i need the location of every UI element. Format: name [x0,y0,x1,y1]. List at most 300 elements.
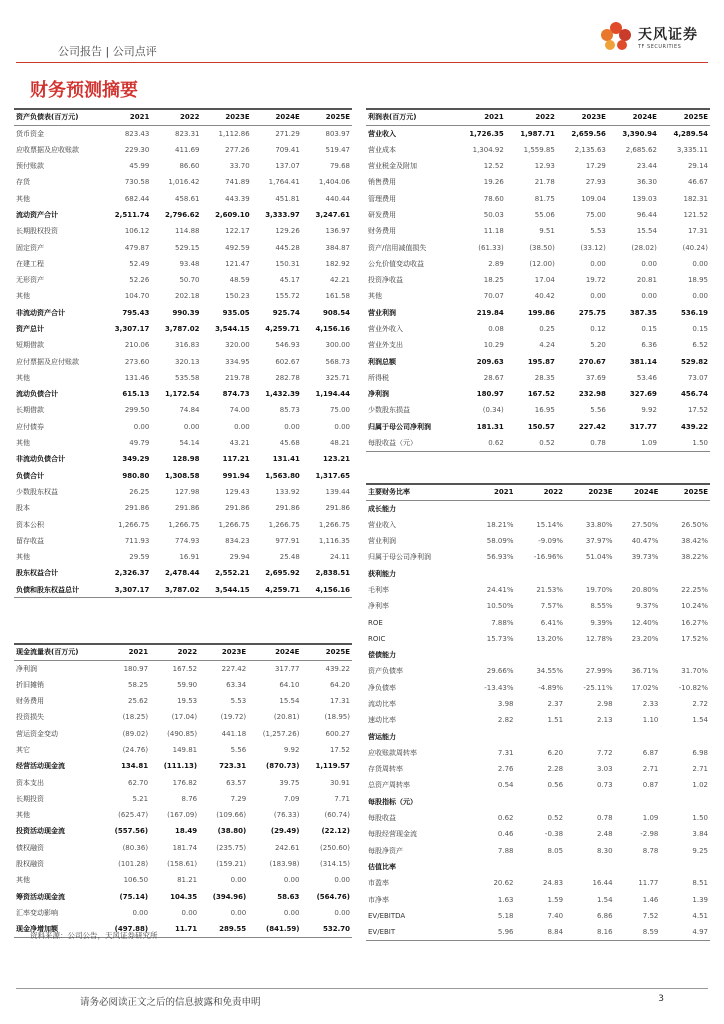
cell-value: 529.82 [680,357,708,366]
cell-value: 3.84 [692,830,708,839]
row-label: 汇率变动影响 [16,908,58,917]
cell-value: 8.59 [615,924,661,940]
cell-value: 27.50% [631,520,659,529]
cell-value [565,500,615,516]
table-row [14,125,352,141]
cell-value: 18.21% [486,520,514,529]
cell-value: 121.47 [225,259,250,268]
cell-value: 456.74 [680,390,708,399]
cell-value: 2,796.62 [164,210,200,219]
cell-value: 29.66% [486,667,514,676]
cell-value: 2.28 [547,765,564,774]
cell-value: 2.37 [547,700,564,708]
cell-value: 1,194.44 [315,390,350,399]
year-header: 2022 [506,109,557,125]
cell-value: 381.14 [629,357,657,366]
cell-value [466,859,516,875]
table-row [14,337,352,353]
row-label: 固定资产 [16,243,44,252]
cell-value: 1,116.35 [318,536,350,545]
table-row [366,239,710,255]
cell-value [516,794,566,810]
cell-value: 51.04% [585,553,613,562]
cell-value: 26.50% [681,520,708,529]
cell-value: 823.31 [175,129,200,138]
cell-value: 45.99 [129,162,150,171]
cell-value: (111.13) [163,762,198,771]
table-row [14,353,352,369]
cell-value: 2.76 [497,765,514,774]
table-row [366,582,710,598]
row-label: 应收账款周转率 [368,748,417,757]
cell-value: (33.12) [580,243,606,252]
cell-value: 49.79 [129,439,150,448]
cell-value: (250.60) [320,843,350,852]
cell-value: 17.52 [329,745,350,754]
table-row [366,272,710,288]
table-row [366,337,710,353]
year-header: 2023E [557,109,608,125]
cell-value [660,647,710,663]
cell-value: 0.00 [641,259,657,268]
cell-value: 8.84 [516,924,566,940]
cell-value: (841.59) [248,921,301,937]
cell-value: 8.51 [692,879,708,888]
row-label: 财务费用 [368,227,396,236]
table-row [366,549,710,565]
table-row [14,725,352,741]
cell-value: 0.73 [597,781,613,790]
cell-value: 45.17 [279,276,300,285]
cell-value: 2.71 [692,765,708,774]
table-row [366,680,710,696]
logo-flower-icon [598,20,634,54]
table-row [14,321,352,337]
table-row [366,256,710,272]
cell-value: (870.73) [266,762,300,771]
cell-value: 8.78 [642,846,659,855]
cell-value: 55.06 [534,210,555,219]
table-row [366,223,710,239]
cell-value: 5.53 [590,227,606,236]
cell-value: 439.22 [680,422,708,431]
cell-value: 202.18 [175,292,200,301]
cell-value [660,500,710,516]
cell-value: 40.47% [631,537,659,546]
cell-value: 19.53 [177,697,198,706]
table-header-row [366,109,710,125]
table-row [14,709,352,725]
cell-value: 291.86 [325,504,350,513]
cell-value: 440.44 [325,194,350,203]
cell-value: 149.81 [172,745,198,754]
cell-value: 5.56 [230,745,247,754]
cell-value [565,859,615,875]
cell-value: 136.97 [325,227,350,236]
row-label: 营业外支出 [368,341,403,350]
cell-value: 977.91 [275,536,300,545]
cell-value: (18.25) [122,713,149,722]
row-label: 资本支出 [16,778,44,787]
cell-value: 2,695.92 [265,569,300,578]
cell-value: 535.58 [175,373,200,382]
cell-value: 774.93 [175,536,200,545]
row-label: ROIC [368,634,386,643]
cell-value: 1.10 [642,716,659,725]
cell-value: 0.87 [642,781,659,790]
row-label: EV/EBIT [366,924,466,940]
cell-value [516,647,566,663]
cell-value: 275.75 [578,308,606,317]
cell-value: 4,259.71 [265,325,300,333]
cell-value: 176.82 [172,778,198,787]
cell-value: 3,307.17 [101,582,151,598]
row-label: 归属于母公司净利润 [368,553,431,562]
table-row [14,239,352,255]
cell-value [615,859,661,875]
cell-value: 568.73 [325,357,350,366]
table-row [14,660,352,676]
table-row [14,451,352,467]
cell-value: 1,563.80 [265,471,300,480]
cell-value: 334.95 [225,357,250,366]
cell-value: (60.74) [324,811,350,820]
cell-value: 273.60 [124,357,150,366]
row-label: 资本公积 [16,520,44,529]
table-row [14,484,352,500]
table-row [14,872,352,888]
table-row [366,745,710,761]
cell-value: 0.00 [132,908,149,917]
cell-value: (22.12) [321,827,350,836]
cell-value: 181.31 [476,422,504,431]
cell-value: 1.09 [608,435,659,451]
row-label: 股本 [16,504,30,513]
cell-value: 317.77 [274,664,300,673]
year-header: 2023E [199,644,248,660]
cell-value: 48.59 [229,276,250,285]
cell-value [466,647,516,663]
cell-value: 991.94 [222,471,250,480]
cell-value: 40.42 [534,292,555,301]
cell-value: 24.83 [543,879,564,888]
table-row [14,774,352,790]
cell-value: 532.70 [301,921,352,937]
row-label: 财务费用 [16,697,44,706]
cell-value: 458.61 [175,194,200,203]
table-header-row [14,109,352,125]
cell-value: 25.48 [279,553,300,562]
table-row [366,614,710,630]
cell-value: 3,544.15 [215,325,250,333]
cell-value: 6.36 [641,341,657,350]
table-row [366,142,710,158]
cell-value: 1,266.75 [218,520,250,529]
cell-value: 2,609.10 [215,210,250,219]
cell-value: (183.98) [269,860,300,868]
tf-securities-logo [598,20,698,54]
cell-value: 8.16 [565,924,615,940]
row-label: 非流动负债合计 [16,455,65,464]
cell-value: 270.67 [578,357,606,366]
cell-value: 52.49 [129,259,150,268]
cell-value: 0.00 [234,422,250,431]
cell-value: 29.59 [129,553,150,562]
cell-value: 0.00 [334,876,350,885]
cell-value: 2.48 [597,830,613,839]
table-row [366,500,710,516]
cell-value: 74.00 [229,406,250,415]
cell-value: 2.89 [488,259,504,268]
cell-value: (1,257.26) [262,729,300,738]
cell-value: 0.25 [539,325,555,333]
cell-value: (20.81) [273,713,300,722]
year-header: 2025E [302,109,352,125]
cell-value: 925.74 [272,308,300,317]
cell-value: 79.68 [329,162,350,171]
cell-value: 7.72 [597,748,613,757]
cell-value [516,500,566,516]
cell-value: 56.93% [486,553,514,562]
cell-value: 492.59 [225,243,250,252]
table-row [14,500,352,516]
cell-value: 5.96 [466,924,516,940]
cell-value: 327.69 [629,390,657,399]
cell-value: 795.43 [122,308,150,317]
table-row [14,174,352,190]
table-row [14,190,352,206]
cell-value: 17.02% [631,683,659,692]
report-type-header: 公司报告 | 公司点评 [58,45,157,58]
table-row [366,305,710,321]
cell-value: 199.86 [527,308,555,317]
cell-value: 1.02 [692,781,708,790]
row-label: 总资产周转率 [368,781,410,790]
cell-value: 27.93 [585,178,606,187]
cell-value: 320.13 [175,357,200,366]
cell-value: 299.50 [124,406,150,415]
cell-value: 81.75 [534,194,555,203]
cell-value: 18.49 [174,827,198,836]
cash-flow-table [14,643,352,938]
cell-value: 37.97% [585,537,613,546]
table-row [366,810,710,826]
cell-value: (159.21) [216,860,247,868]
cell-value: 0.00 [590,259,606,268]
cell-value: 1.59 [547,895,564,904]
table-row [14,386,352,402]
cell-value: 1.54 [597,895,613,904]
row-label: 每股收益 [368,814,396,823]
cell-value: 74.84 [179,406,200,415]
row-label: 所得税 [368,373,389,382]
cell-value: 139.03 [632,194,657,203]
cell-value: 28.67 [483,373,504,382]
table-row [366,207,710,223]
cell-value: 167.52 [172,664,198,673]
cell-value: 27.99% [585,667,613,676]
cell-value: 8.30 [597,846,613,855]
table-row [14,791,352,807]
table-row [14,823,352,839]
cell-value: 38.42% [681,537,708,546]
row-label: 净利润 [16,664,37,673]
cell-value: 2,511.74 [114,210,150,219]
cell-value: 39.75 [279,778,300,787]
cell-value: 38.22% [681,553,708,562]
row-label: 资产负债率 [368,667,403,676]
cell-value: 34.55% [536,667,564,676]
table-row [366,826,710,842]
cell-value: 5.21 [132,794,149,803]
row-label: 估值比率 [368,862,396,871]
cell-value [615,647,661,663]
cell-value: 15.14% [536,520,564,529]
cell-value: 1.50 [692,814,708,823]
cell-value: 0.00 [284,422,300,431]
cell-value [565,728,615,744]
cell-value: 209.63 [476,357,504,366]
row-label: 长期投资 [16,794,44,803]
cell-value: 1,304.92 [472,145,504,154]
cell-value: 106.12 [124,227,150,236]
cell-value: 1,266.75 [118,520,150,529]
cell-value: 0.00 [133,422,150,431]
cell-value: 36.30 [636,178,657,187]
cell-value: -0.38 [544,830,564,839]
row-label: 其它 [16,745,30,754]
cell-value: 3,247.61 [315,210,350,219]
cell-value: 53.46 [636,373,657,382]
table-row [14,305,352,321]
cell-value: 325.71 [325,373,350,382]
cell-value: 1.09 [642,814,659,823]
cell-value: 96.44 [636,210,657,219]
cell-value: -13.43% [484,683,514,692]
cell-value: 7.52 [642,911,659,920]
cell-value: -9.09% [538,537,564,546]
cell-value: 10.24% [681,602,708,611]
cell-value: 1,726.35 [469,129,504,138]
row-label: 少数股东权益 [16,487,58,496]
cell-value: 129.43 [225,487,250,496]
table-row [366,353,710,369]
cell-value: 12.78% [585,634,613,643]
row-label: 营业外收入 [368,325,403,333]
table-row [366,288,710,304]
cell-value: 6.87 [642,748,659,757]
table-row [14,158,352,174]
cell-value: 0.00 [230,876,247,885]
cell-value: 0.00 [692,292,708,301]
cell-value: 12.93 [534,162,555,171]
row-label: 营业成本 [368,145,396,154]
cell-value: 45.68 [279,439,300,448]
cell-value: 1,559.85 [523,145,555,154]
cell-value: 6.20 [547,748,564,757]
cell-value: 210.06 [124,341,150,350]
cell-value: 13.20% [536,634,564,643]
cell-value: (314.15) [320,860,350,868]
cell-value: 167.52 [527,390,555,399]
cell-value: 0.12 [590,325,606,333]
cell-value: (0.34) [482,406,504,415]
table-row [14,693,352,709]
table-row [366,875,710,891]
cell-value: 180.97 [123,664,149,673]
row-label: 现金净增加额 [14,921,101,937]
cell-value: 22.25% [681,585,708,594]
cell-value: 0.15 [692,325,708,333]
cell-value: 602.67 [275,357,300,366]
cell-value: 7.71 [334,794,350,803]
cell-value: 17.29 [585,162,606,171]
year-header: 2021 [466,484,516,500]
cell-value: 1,266.75 [268,520,300,529]
cell-value: 0.00 [334,908,350,917]
row-label: 营业利润 [368,308,396,317]
cell-value: 11.18 [483,227,504,236]
row-label: 预付账款 [16,162,44,171]
cell-value: 0.78 [597,814,613,823]
cell-value: (24.76) [122,745,149,754]
cell-value [516,565,566,581]
row-label: 净利率 [368,602,389,611]
cell-value: 104.35 [170,892,198,901]
cell-value: 0.08 [488,325,504,333]
cell-value: 48.21 [329,439,350,448]
cell-value: 4,259.71 [252,582,302,598]
cell-value: 19.26 [483,178,504,187]
row-label: 净负债率 [368,683,396,692]
cell-value: -16.96% [533,553,564,562]
cell-value: 25.62 [128,697,149,706]
row-label: 速动比率 [368,716,396,725]
table-row [366,517,710,533]
row-label: 销售费用 [368,178,396,187]
table-row [366,908,710,924]
cell-value: 242.61 [274,843,300,852]
table-row [14,888,352,904]
cell-value: -10.82% [678,683,708,692]
table-row [14,677,352,693]
cell-value: 7.57% [540,602,564,611]
cell-value: 7.29 [230,794,247,803]
cell-value: 78.60 [483,194,504,203]
cell-value: 441.18 [221,729,247,738]
cell-value: 24.41% [486,585,514,594]
table-row [366,891,710,907]
cell-value: 23.20% [631,634,659,643]
cell-value: 1.54 [692,716,708,725]
cell-value: 73.07 [687,373,708,382]
cell-value: 0.15 [641,325,657,333]
cell-value: 291.86 [275,504,300,513]
table-row [14,207,352,223]
cell-value: 131.46 [124,373,150,382]
cell-value: 7.31 [497,748,514,757]
cell-value: 9.39% [590,618,613,627]
year-header: 2024E [615,484,661,500]
row-label: 经营活动现金流 [16,762,65,771]
table-row [14,758,352,774]
table-row [14,807,352,823]
cell-value: 5.20 [590,341,606,350]
table-row [14,742,352,758]
cell-value: 139.44 [325,487,350,496]
cell-value: -2.98 [640,830,659,839]
cell-value: 1,266.75 [168,520,200,529]
